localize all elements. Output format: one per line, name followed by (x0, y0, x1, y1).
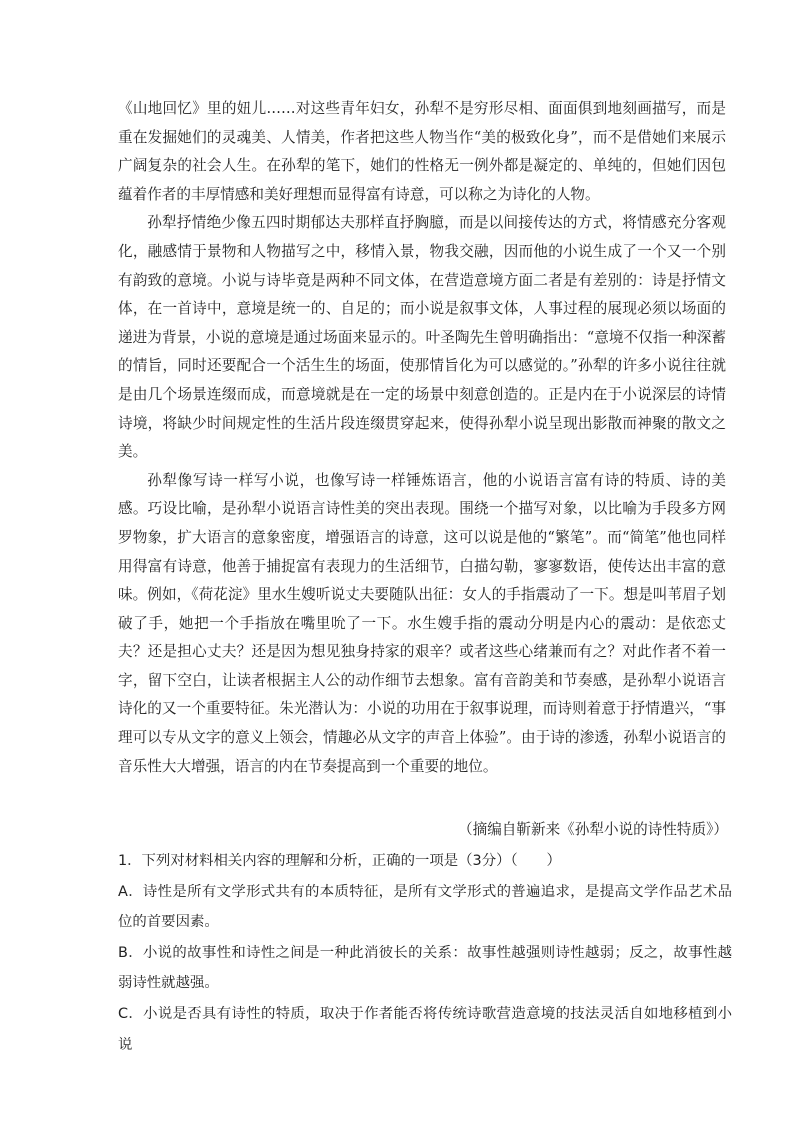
question-1-option-b: B．小说的故事性和诗性之间是一种此消彼长的关系：故事性越强则诗性越弱；反之，故事性越弱诗性就越强。 (118, 944, 732, 992)
passage-source: （摘编自靳新来《孙犁小说的诗性特质》） (458, 821, 728, 838)
passage-paragraph-2: 孙犁抒情绝少像五四时期郁达夫那样直抒胸臆，而是以间接传达的方式，将情感充分客观化，融感情于景物和人物描写之中，移情入景，物我交融，因而他的小说生成了一个又一个别有韵致的意境。小说与诗毕竟是两种不同文体，在营造意境方面二者是有差别的：诗是抒情文体，在一首诗中，意境是统一的、自足的；而小说是叙事文体，人事过程的展现必须以场面的递进为背景，小说的意境是通过场面来显示的。叶圣陶先生曾明确指出：“意境不仅指一种深蓄的情旨，同时还要配合一个活生生的场面，使那情旨化为可以感觉的。”孙犁的许多小说往往就是由几个场景连缀而成，而意境就是在一定的场景中刻意创造的。正是内在于小说深层的诗情诗境，将缺少时间规定性的生活片段连缀贯穿起来，使得孙犁小说呈现出影散而神聚的散文之美。 (118, 214, 726, 461)
question-1-option-a: A．诗性是所有文学形式共有的本质特征，是所有文学形式的普遍追求，是提高文学作品艺术品位的首要因素。 (118, 883, 732, 931)
question-1-option-c: C．小说是否具有诗性的特质，取决于作者能否将传统诗歌营造意境的技法灵活自如地移植到小说 (118, 1005, 732, 1053)
passage-paragraph-1: 《山地回忆》里的妞儿……对这些青年妇女，孙犁不是穷形尽相、面面俱到地刻画描写，而是重在发掘她们的灵魂美、人情美，作者把这些人物当作“美的极致化身”，而不是借她们来展示广阔复杂的社会人生。在孙犁的笔下，她们的性格无一例外都是凝定的、单纯的，但她们因包蕴着作者的丰厚情感和美好理想而显得富有诗意，可以称之为诗化的人物。 (118, 100, 726, 203)
passage-paragraph-3: 孙犁像写诗一样写小说，也像写诗一样锤炼语言，他的小说语言富有诗的特质、诗的美感。巧设比喻，是孙犁小说语言诗性美的突出表现。围绕一个描写对象，以比喻为手段多方网罗物象，扩大语言的意象密度，增强语言的诗意，这可以说是他的“繁笔”。而“简笔”他也同样用得富有诗意，他善于捕捉富有表现力的生活细节，白描勾勒，寥寥数语，使传达出丰富的意味。例如，《荷花淀》里水生嫂听说丈夫要随队出征：女人的手指震动了一下。想是叫苇眉子划破了手，她把一个手指放在嘴里吮了一下。水生嫂手指的震动分明是内心的震动：是依恋丈夫？还是担心丈夫？还是因为想见独身持家的艰辛？或者这些心绪兼而有之？对此作者不着一字，留下空白，让读者根据主人公的动作细节去想象。富有音韵美和节奏感，是孙犁小说语言诗化的又一个重要特征。朱光潜认为：小说的功用在于叙事说理，而诗则着意于抒情遣兴，“事理可以专从文字的意义上领会，情趣必从文字的声音上体验”。由于诗的渗透，孙犁小说语言的音乐性大大增强，语言的内在节奏提高到一个重要的地位。 (118, 471, 726, 775)
reading-passage (118, 95, 726, 781)
question-block (118, 846, 732, 1060)
question-1-stem: 1．下列对材料相关内容的理解和分析，正确的一项是（3分）（ ） (118, 853, 561, 869)
